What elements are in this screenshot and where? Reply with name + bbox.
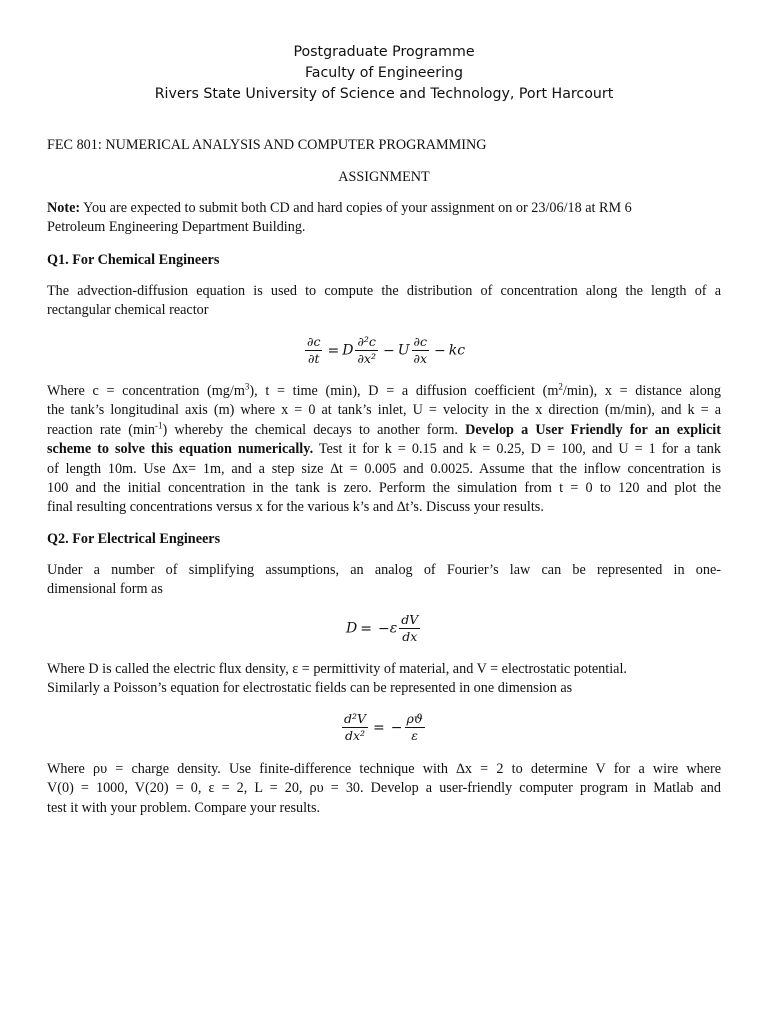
- q1-body-line-4: scheme to solve this equation numerically. Test it for k = 0.15 and k = 0.25, D = 100, and U = 1 for a tank: [47, 441, 721, 458]
- header-programme: Postgraduate Programme: [293, 44, 475, 60]
- q2-middle: [47, 660, 721, 699]
- q2-intro-line-1: Under a number of simplifying assumptions, an analog of Fourier’s law can be represented in one-: [47, 562, 721, 578]
- assignment-heading: ASSIGNMENT: [338, 169, 430, 185]
- q1-intro-line-1: The advection-diffusion equation is used to compute the distribution of concentration along the length of a: [47, 283, 721, 299]
- q1-body-line-5: of length 10m. Use ∆x= 1m, and a step size ∆t = 0.005 and 0.0025. Assume that the inflow concentration is: [47, 460, 721, 477]
- note-label: Note:: [47, 200, 81, 216]
- eq3-lhs-fraction: $\frac{\text{d²V}}{\text{dx²}}$: [344, 711, 367, 743]
- q2-equation-1: D = −ε $\frac{dV}{dx}$: [346, 612, 419, 644]
- q2-equation-2: $\frac{\text{d²V}}{\text{dx²}}$ = − $\frac{\rho ϑ}{\varepsilon}$: [344, 711, 423, 743]
- header-university: Rivers State University of Science and Technology, Port Harcourt: [154, 86, 614, 102]
- eq2-derivative-fraction: $\frac{dV}{dx}$: [401, 612, 419, 644]
- q1-body-line-3: reaction rate $(\min^{-1})$ whereby the chemical decays to another form. Develop a User Friendly for an explicit: [47, 420, 721, 438]
- q2-title: Q2. For Electrical Engineers: [47, 531, 221, 547]
- q1-body: [47, 382, 721, 518]
- eq1-advection-fraction: $\frac{\partial c}{\partial x}$: [413, 334, 428, 366]
- q1-body-line-2: the tank’s longitudinal axis (m) where x = 0 at tank’s inlet, U = velocity in the x direction (m/min), and k = a: [47, 402, 721, 419]
- q2-end-line-2: V(0) = 1000, V(20) = 0, ε = 2, L = 20, ρυ = 30. Develop a user-friendly computer program in Matlab and: [47, 780, 721, 797]
- course-title: FEC 801: NUMERICAL ANALYSIS AND COMPUTER PROGRAMMING: [47, 137, 487, 153]
- q2-middle-line-1: Where D is called the electric flux density, ε = permittivity of material, and V = electrostatic potential.: [47, 661, 627, 677]
- note-paragraph: [47, 199, 721, 238]
- q1-body-line-6: 100 and the initial concentration in the tank is zero. Perform the simulation from t = 0 to 120 and plot the: [47, 480, 721, 497]
- q2-end: [47, 760, 721, 818]
- q1-intro: [47, 282, 721, 321]
- q2-end-line-3: test it with your problem. Compare your results.: [47, 799, 321, 816]
- q1-body-line-1: Where c = concentration $(mg/m^3)$, t = time (min), D = a diffusion coefficient $(m^2/\min)$, x = distance along: [47, 381, 721, 399]
- eq1-diffusion-fraction: $\frac{\text{∂²c}}{\text{∂x²}}$: [357, 334, 376, 366]
- q1-intro-line-2: rectangular chemical reactor: [47, 302, 209, 319]
- q1-equation: $\frac{\partial c}{\partial t}$ = D $\frac{\text{∂²c}}{\text{∂x²}}$ − U $\frac{\partial c}{\partial x}$ − kc: [307, 334, 466, 366]
- eq3-rhs-fraction: $\frac{\rho ϑ}{\varepsilon}$: [406, 711, 423, 743]
- eq1-lhs-fraction: $\frac{\partial c}{\partial t}$: [307, 334, 321, 366]
- q2-middle-line-2: Similarly a Poisson’s equation for electrostatic fields can be represented in one dimension as: [47, 680, 573, 697]
- q1-body-line-7: final resulting concentrations versus x for the various k’s and ∆t’s. Discuss your results.: [47, 499, 544, 516]
- note-text-1: You are expected to submit both CD and hard copies of your assignment on or 23/06/18 at RM 6: [80, 200, 632, 216]
- q2-intro-line-2: dimensional form as: [47, 581, 163, 598]
- q2-end-line-1: Where ρυ = charge density. Use finite-difference technique with ∆x = 2 to determine V for a wire where: [47, 761, 721, 777]
- header-faculty: Faculty of Engineering: [304, 65, 464, 81]
- q1-title: Q1. For Chemical Engineers: [47, 252, 220, 268]
- q2-intro: [47, 561, 721, 600]
- note-text-2: Petroleum Engineering Department Building.: [47, 219, 306, 236]
